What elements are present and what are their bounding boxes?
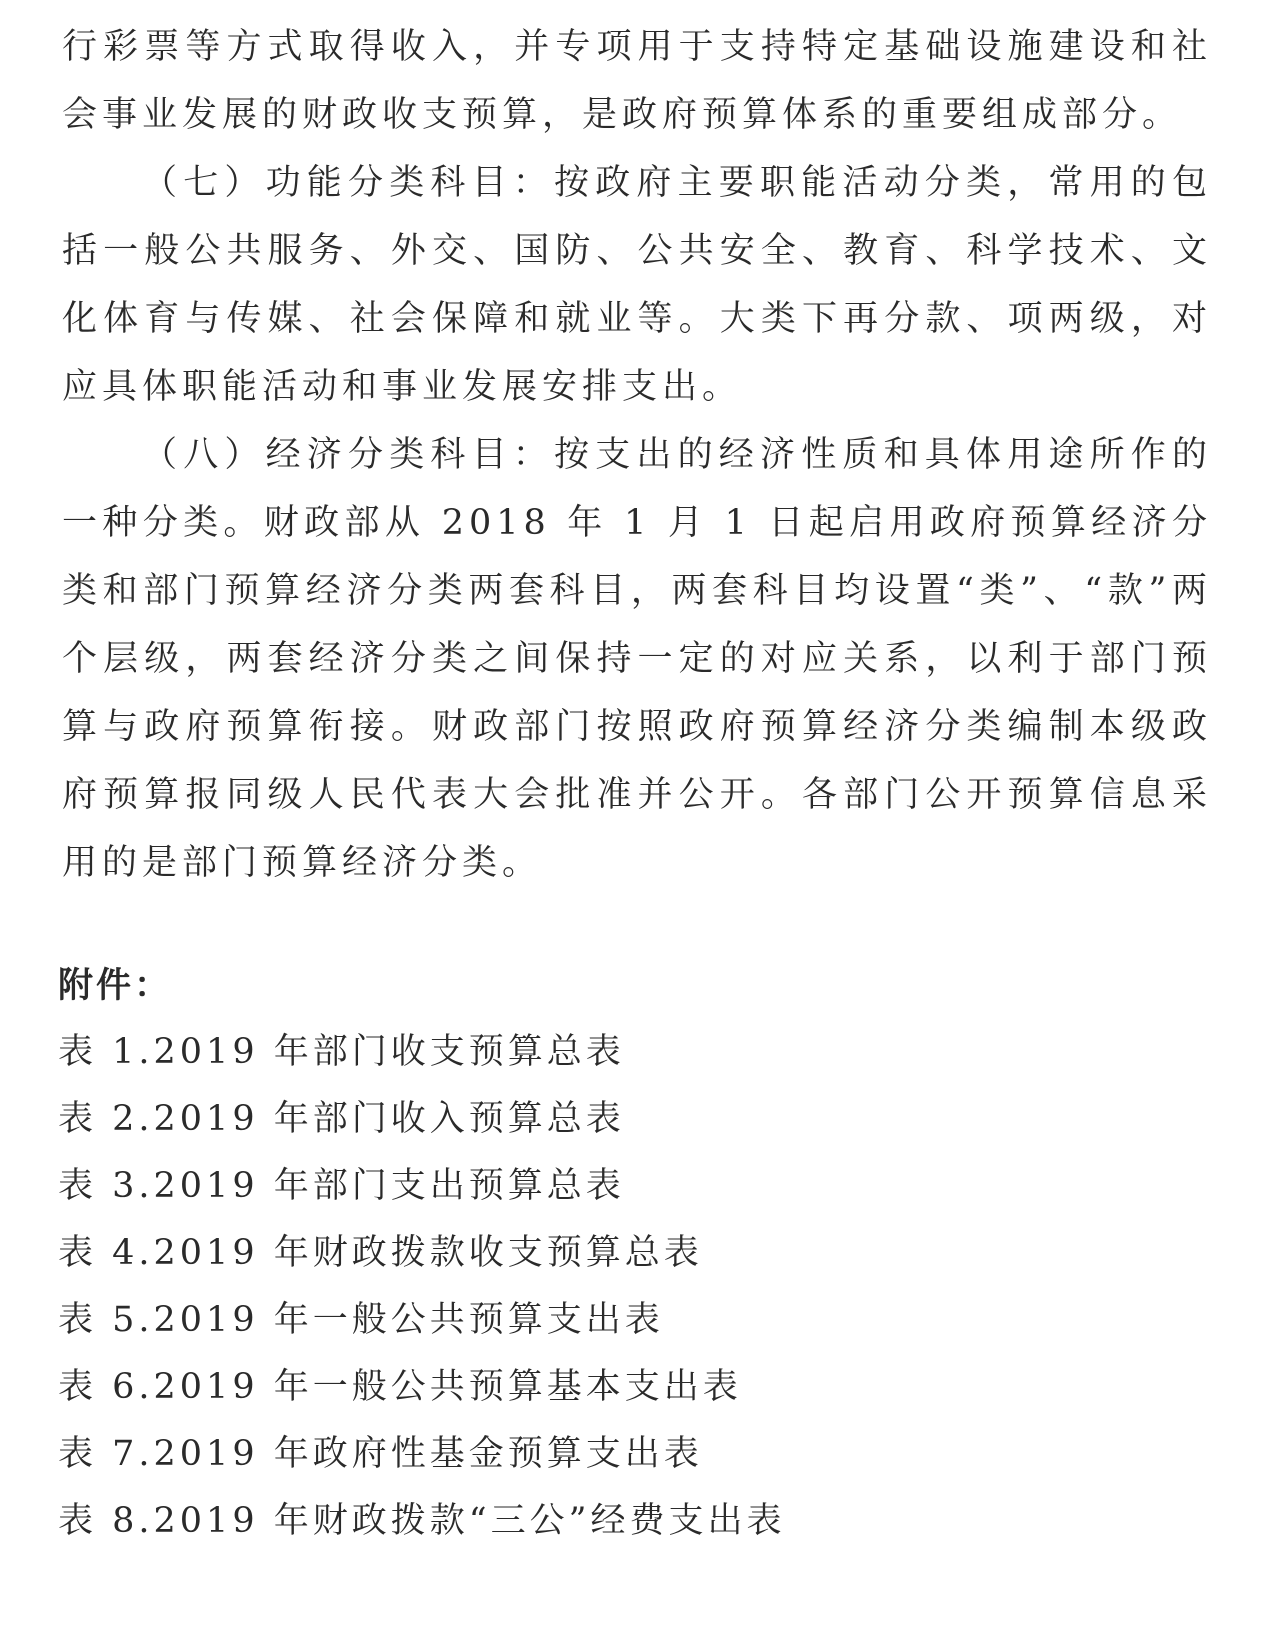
paragraph-economic-classification: （八）经济分类科目：按支出的经济性质和具体用途所作的一种分类。财政部从 2018 年 1 月 1 日起启用政府预算经济分类和部门预算经济分类两套科目，两套科目均设置“类”、“款”两个层级，两套经济分类之间保持一定的对应关系，以利于部门预算与政府预算衔接。财政部门按照政府预算经济分类编制本级政府预算报同级人民代表大会批准并公开。各部门公开预算信息采用的是部门预算经济分类。 [62,435,1212,883]
attachments-heading: 附件： [58,965,173,1006]
paragraph-functional-classification: （七）功能分类科目：按政府主要职能活动分类，常用的包括一般公共服务、外交、国防、公共安全、教育、科学技术、文化体育与传媒、社会保障和就业等。大类下再分款、项两级，对应具体职能活动和事业发展安排支出。 [62,163,1212,407]
attachment-item: 表 1.2019 年部门收支预算总表 [58,1032,625,1072]
paragraph-government-fund-budget: 行彩票等方式取得收入，并专项用于支持特定基础设施建设和社会事业发展的财政收支预算，是政府预算体系的重要组成部分。 [62,27,1212,135]
attachment-item: 表 7.2019 年政府性基金预算支出表 [58,1434,703,1474]
attachment-item: 表 2.2019 年部门收入预算总表 [58,1099,625,1139]
attachment-item: 表 4.2019 年财政拨款收支预算总表 [58,1233,703,1273]
attachment-item: 表 8.2019 年财政拨款“三公”经费支出表 [58,1501,786,1541]
attachments-list [58,1028,786,1564]
attachment-item: 表 3.2019 年部门支出预算总表 [58,1166,625,1206]
attachment-item: 表 6.2019 年一般公共预算基本支出表 [58,1367,742,1407]
attachment-item: 表 5.2019 年一般公共预算支出表 [58,1300,664,1340]
